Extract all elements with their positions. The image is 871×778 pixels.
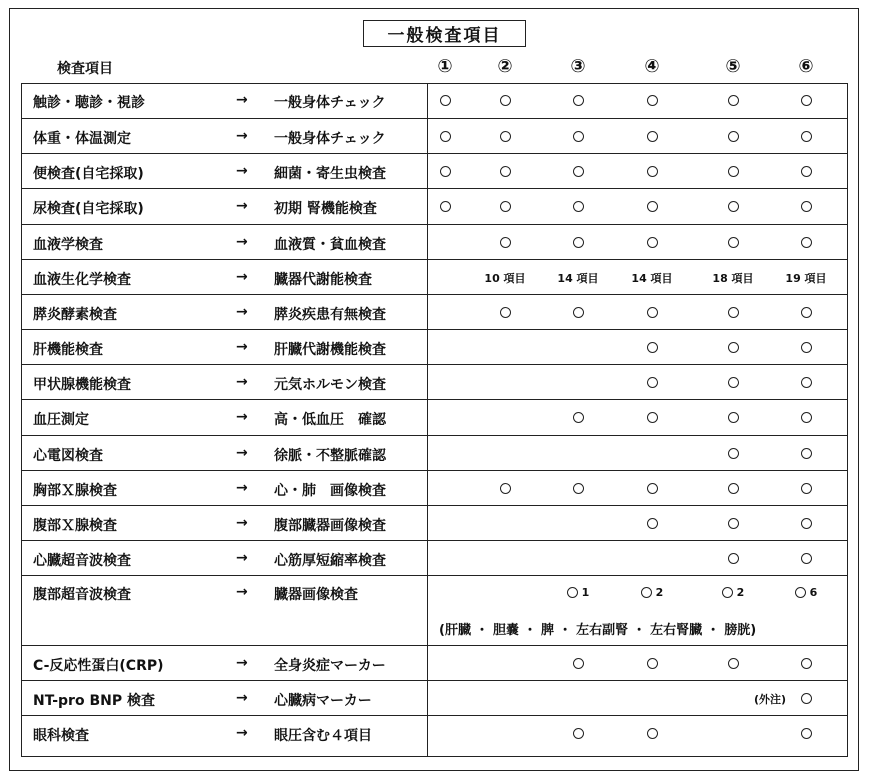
included-circle-icon	[573, 201, 584, 212]
included-circle-icon	[728, 237, 739, 248]
plan-mark-6	[766, 410, 846, 425]
plan-mark-5	[693, 305, 773, 320]
included-circle-icon	[647, 131, 658, 142]
arrow-icon: →	[236, 689, 248, 706]
plan-mark-4	[612, 516, 692, 531]
included-circle-icon	[728, 95, 739, 106]
arrow-icon: →	[236, 514, 248, 531]
plan-mark-5	[693, 93, 773, 108]
included-circle-icon	[500, 237, 511, 248]
included-circle-icon	[801, 412, 812, 423]
plan-mark-4: 14 項目	[631, 271, 673, 285]
exam-name: 胸部Ｘ腺検査	[33, 482, 117, 499]
plan-mark-5	[693, 516, 773, 531]
plan-mark-3	[538, 410, 618, 425]
plan-mark-4	[612, 656, 692, 671]
organ-list-note: (肝臓 ・ 胆嚢 ・ 脾 ・ 左右副腎 ・ 左右腎臓 ・ 膀胱)	[439, 623, 757, 638]
plan-mark-3	[538, 199, 618, 214]
plan-mark-4	[612, 199, 692, 214]
exam-name: 尿検査(自宅採取)	[33, 201, 144, 217]
exam-name: 甲状腺機能検査	[33, 376, 131, 393]
exam-name: 心電図検査	[33, 447, 103, 464]
plan-mark-3	[538, 726, 618, 741]
included-circle-icon	[647, 658, 658, 669]
plan-mark-5	[693, 656, 773, 671]
included-circle-icon	[728, 201, 739, 212]
included-circle-icon	[728, 483, 739, 494]
arrow-icon: →	[236, 654, 248, 671]
plan-mark-6	[766, 235, 846, 250]
included-circle-icon	[801, 728, 812, 739]
exam-name: 肝機能検査	[33, 341, 103, 358]
plan-mark-4	[612, 726, 692, 741]
included-circle-icon	[440, 131, 451, 142]
included-circle-icon	[647, 518, 658, 529]
exam-name: 血液生化学検査	[33, 271, 131, 288]
included-circle-icon	[801, 95, 812, 106]
plan-mark-5	[693, 481, 773, 496]
included-circle-icon	[647, 342, 658, 353]
exam-name: 触診・聴診・視診	[33, 95, 145, 111]
organ-count: 1	[577, 586, 590, 599]
plan-mark-4	[612, 305, 692, 320]
included-circle-icon	[728, 553, 739, 564]
arrow-icon: →	[236, 479, 248, 496]
exam-purpose: 一般身体チェック	[274, 130, 386, 147]
plan-mark-2: 10 項目	[484, 271, 526, 285]
exam-purpose: 初期 腎機能検査	[274, 201, 377, 217]
plan-mark-4	[612, 164, 692, 179]
plan-mark-5	[693, 164, 773, 179]
included-circle-icon	[647, 412, 658, 423]
included-circle-icon	[500, 483, 511, 494]
included-circle-icon	[728, 377, 739, 388]
table-row	[21, 716, 848, 752]
page-title: 一般検査項目	[363, 20, 526, 47]
plan-mark-5	[693, 551, 773, 566]
exam-name: 腹部Ｘ腺検査	[33, 517, 117, 534]
plan-mark-5	[693, 235, 773, 250]
included-circle-icon	[567, 587, 578, 598]
outsourced-note: (外注)	[753, 692, 787, 706]
included-circle-icon	[573, 237, 584, 248]
included-circle-icon	[573, 166, 584, 177]
exam-name: 眼科検査	[33, 728, 89, 744]
plan-mark-6	[766, 551, 846, 566]
plan-mark-6	[766, 305, 846, 320]
plan-number-2: ②	[497, 56, 513, 77]
plan-mark-6	[766, 481, 846, 496]
arrow-icon: →	[236, 584, 248, 600]
included-circle-icon	[728, 131, 739, 142]
plan-mark-3	[538, 129, 618, 144]
included-circle-icon	[440, 201, 451, 212]
plan-mark-4	[612, 410, 692, 425]
exam-purpose: 膵炎疾患有無検査	[274, 306, 386, 323]
exam-purpose: 心臓病マーカー	[274, 692, 372, 709]
included-circle-icon	[801, 553, 812, 564]
included-circle-icon	[500, 307, 511, 318]
plan-number-6: ⑥	[798, 56, 814, 77]
included-circle-icon	[728, 412, 739, 423]
plan-mark-2	[465, 129, 545, 144]
plan-mark-4	[612, 235, 692, 250]
included-circle-icon	[440, 166, 451, 177]
exam-name: 腹部超音波検査	[33, 587, 131, 603]
included-circle-icon	[573, 131, 584, 142]
included-circle-icon	[728, 166, 739, 177]
included-circle-icon	[801, 377, 812, 388]
included-circle-icon	[728, 518, 739, 529]
exam-purpose: 徐脈・不整脈確認	[274, 447, 386, 464]
exam-purpose: 臓器画像検査	[274, 587, 358, 603]
included-circle-icon	[647, 377, 658, 388]
plan-mark-5	[693, 199, 773, 214]
plan-mark-3	[538, 305, 618, 320]
exam-name: 血液学検査	[33, 236, 103, 253]
arrow-icon: →	[236, 338, 248, 355]
plan-mark-2	[465, 235, 545, 250]
included-circle-icon	[801, 448, 812, 459]
included-circle-icon	[801, 237, 812, 248]
plan-mark-6	[766, 375, 846, 390]
included-circle-icon	[440, 95, 451, 106]
arrow-icon: →	[236, 303, 248, 320]
plan-mark-5	[693, 410, 773, 425]
included-circle-icon	[801, 166, 812, 177]
plan-mark-3	[538, 656, 618, 671]
exam-purpose: 心筋厚短縮率検査	[274, 552, 386, 569]
included-circle-icon	[647, 237, 658, 248]
included-circle-icon	[500, 166, 511, 177]
included-circle-icon	[573, 483, 584, 494]
included-circle-icon	[795, 587, 806, 598]
included-circle-icon	[500, 95, 511, 106]
exam-name: 血圧測定	[33, 412, 89, 428]
exam-purpose: 心・肺 画像検査	[274, 482, 386, 499]
plan-mark-2	[465, 199, 545, 214]
plan-mark-6	[766, 129, 846, 144]
plan-mark-6	[766, 446, 846, 461]
included-circle-icon	[801, 342, 812, 353]
plan-mark-3	[538, 93, 618, 108]
included-circle-icon	[647, 166, 658, 177]
arrow-icon: →	[236, 233, 248, 250]
arrow-icon: →	[236, 549, 248, 566]
plan-mark-4	[612, 481, 692, 496]
arrow-icon: →	[236, 444, 248, 461]
included-circle-icon	[641, 587, 652, 598]
plan-mark-2	[465, 481, 545, 496]
exam-name: 便検査(自宅採取)	[33, 165, 144, 182]
plan-mark-3: 14 項目	[557, 271, 599, 285]
plan-mark-5	[693, 585, 773, 600]
exam-purpose: 細菌・寄生虫検査	[274, 165, 386, 182]
arrow-icon: →	[236, 162, 248, 179]
included-circle-icon	[728, 448, 739, 459]
included-circle-icon	[573, 95, 584, 106]
exam-purpose: 腹部臓器画像検査	[274, 517, 386, 534]
plan-mark-3	[538, 164, 618, 179]
exam-name: 心臓超音波検査	[33, 552, 131, 569]
exam-name: NT-pro BNP 検査	[33, 692, 155, 709]
plan-mark-4	[612, 585, 692, 600]
included-circle-icon	[647, 95, 658, 106]
included-circle-icon	[573, 728, 584, 739]
included-circle-icon	[647, 307, 658, 318]
column-header-items: 検査項目	[57, 61, 113, 77]
included-circle-icon	[573, 412, 584, 423]
included-circle-icon	[500, 131, 511, 142]
arrow-icon: →	[236, 268, 248, 285]
included-circle-icon	[801, 483, 812, 494]
arrow-icon: →	[236, 409, 248, 425]
exam-name: 体重・体温測定	[33, 130, 131, 147]
plan-mark-2	[465, 305, 545, 320]
exam-purpose: 高・低血圧 確認	[274, 412, 386, 428]
exam-purpose: 臓器代謝能検査	[274, 271, 372, 288]
plan-mark-5	[693, 340, 773, 355]
arrow-icon: →	[236, 725, 248, 741]
plan-mark-6	[766, 726, 846, 741]
organ-count: 2	[651, 586, 664, 599]
plan-number-5: ⑤	[725, 56, 741, 77]
plan-mark-3	[538, 585, 618, 600]
plan-mark-4	[612, 375, 692, 390]
included-circle-icon	[647, 483, 658, 494]
plan-mark-6: 19 項目	[785, 271, 827, 285]
plan-mark-5: 18 項目	[712, 271, 754, 285]
included-circle-icon	[573, 307, 584, 318]
plan-mark-5	[693, 446, 773, 461]
plan-mark-6	[766, 340, 846, 355]
arrow-icon: →	[236, 198, 248, 214]
included-circle-icon	[647, 201, 658, 212]
included-circle-icon	[728, 342, 739, 353]
included-circle-icon	[801, 201, 812, 212]
plan-mark-6	[766, 516, 846, 531]
included-circle-icon	[801, 307, 812, 318]
exam-purpose: 元気ホルモン検査	[274, 376, 386, 393]
plan-number-4: ④	[644, 56, 660, 77]
plan-mark-3	[538, 481, 618, 496]
exam-name: 膵炎酵素検査	[33, 306, 117, 323]
included-circle-icon	[500, 201, 511, 212]
exam-purpose: 全身炎症マーカー	[274, 657, 386, 674]
exam-purpose: 血液質・貧血検査	[274, 236, 386, 253]
plan-mark-6	[766, 199, 846, 214]
plan-mark-6	[766, 585, 846, 600]
organ-count: 2	[732, 586, 745, 599]
included-circle-icon	[728, 307, 739, 318]
exam-purpose: 一般身体チェック	[274, 95, 386, 111]
plan-mark-6	[766, 164, 846, 179]
arrow-icon: →	[236, 92, 248, 108]
included-circle-icon	[801, 131, 812, 142]
plan-mark-5	[693, 129, 773, 144]
plan-mark-4	[612, 93, 692, 108]
organ-count: 6	[805, 586, 818, 599]
included-circle-icon	[647, 728, 658, 739]
plan-mark-4	[612, 129, 692, 144]
included-circle-icon	[728, 658, 739, 669]
plan-mark-4	[612, 340, 692, 355]
plan-mark-3	[538, 235, 618, 250]
plan-number-3: ③	[570, 56, 586, 77]
plan-mark-6	[766, 656, 846, 671]
included-circle-icon	[573, 658, 584, 669]
plan-mark-5	[693, 375, 773, 390]
plan-number-1: ①	[437, 56, 453, 77]
plan-mark-6	[766, 93, 846, 108]
included-circle-icon	[801, 658, 812, 669]
exam-purpose: 眼圧含む４項目	[274, 728, 372, 744]
plan-mark-2	[465, 93, 545, 108]
arrow-icon: →	[236, 373, 248, 390]
arrow-icon: →	[236, 127, 248, 144]
exam-name: C-反応性蛋白(CRP)	[33, 657, 164, 674]
plan-mark-2	[465, 164, 545, 179]
included-circle-icon	[801, 518, 812, 529]
exam-purpose: 肝臓代謝機能検査	[274, 341, 386, 358]
included-circle-icon	[722, 587, 733, 598]
